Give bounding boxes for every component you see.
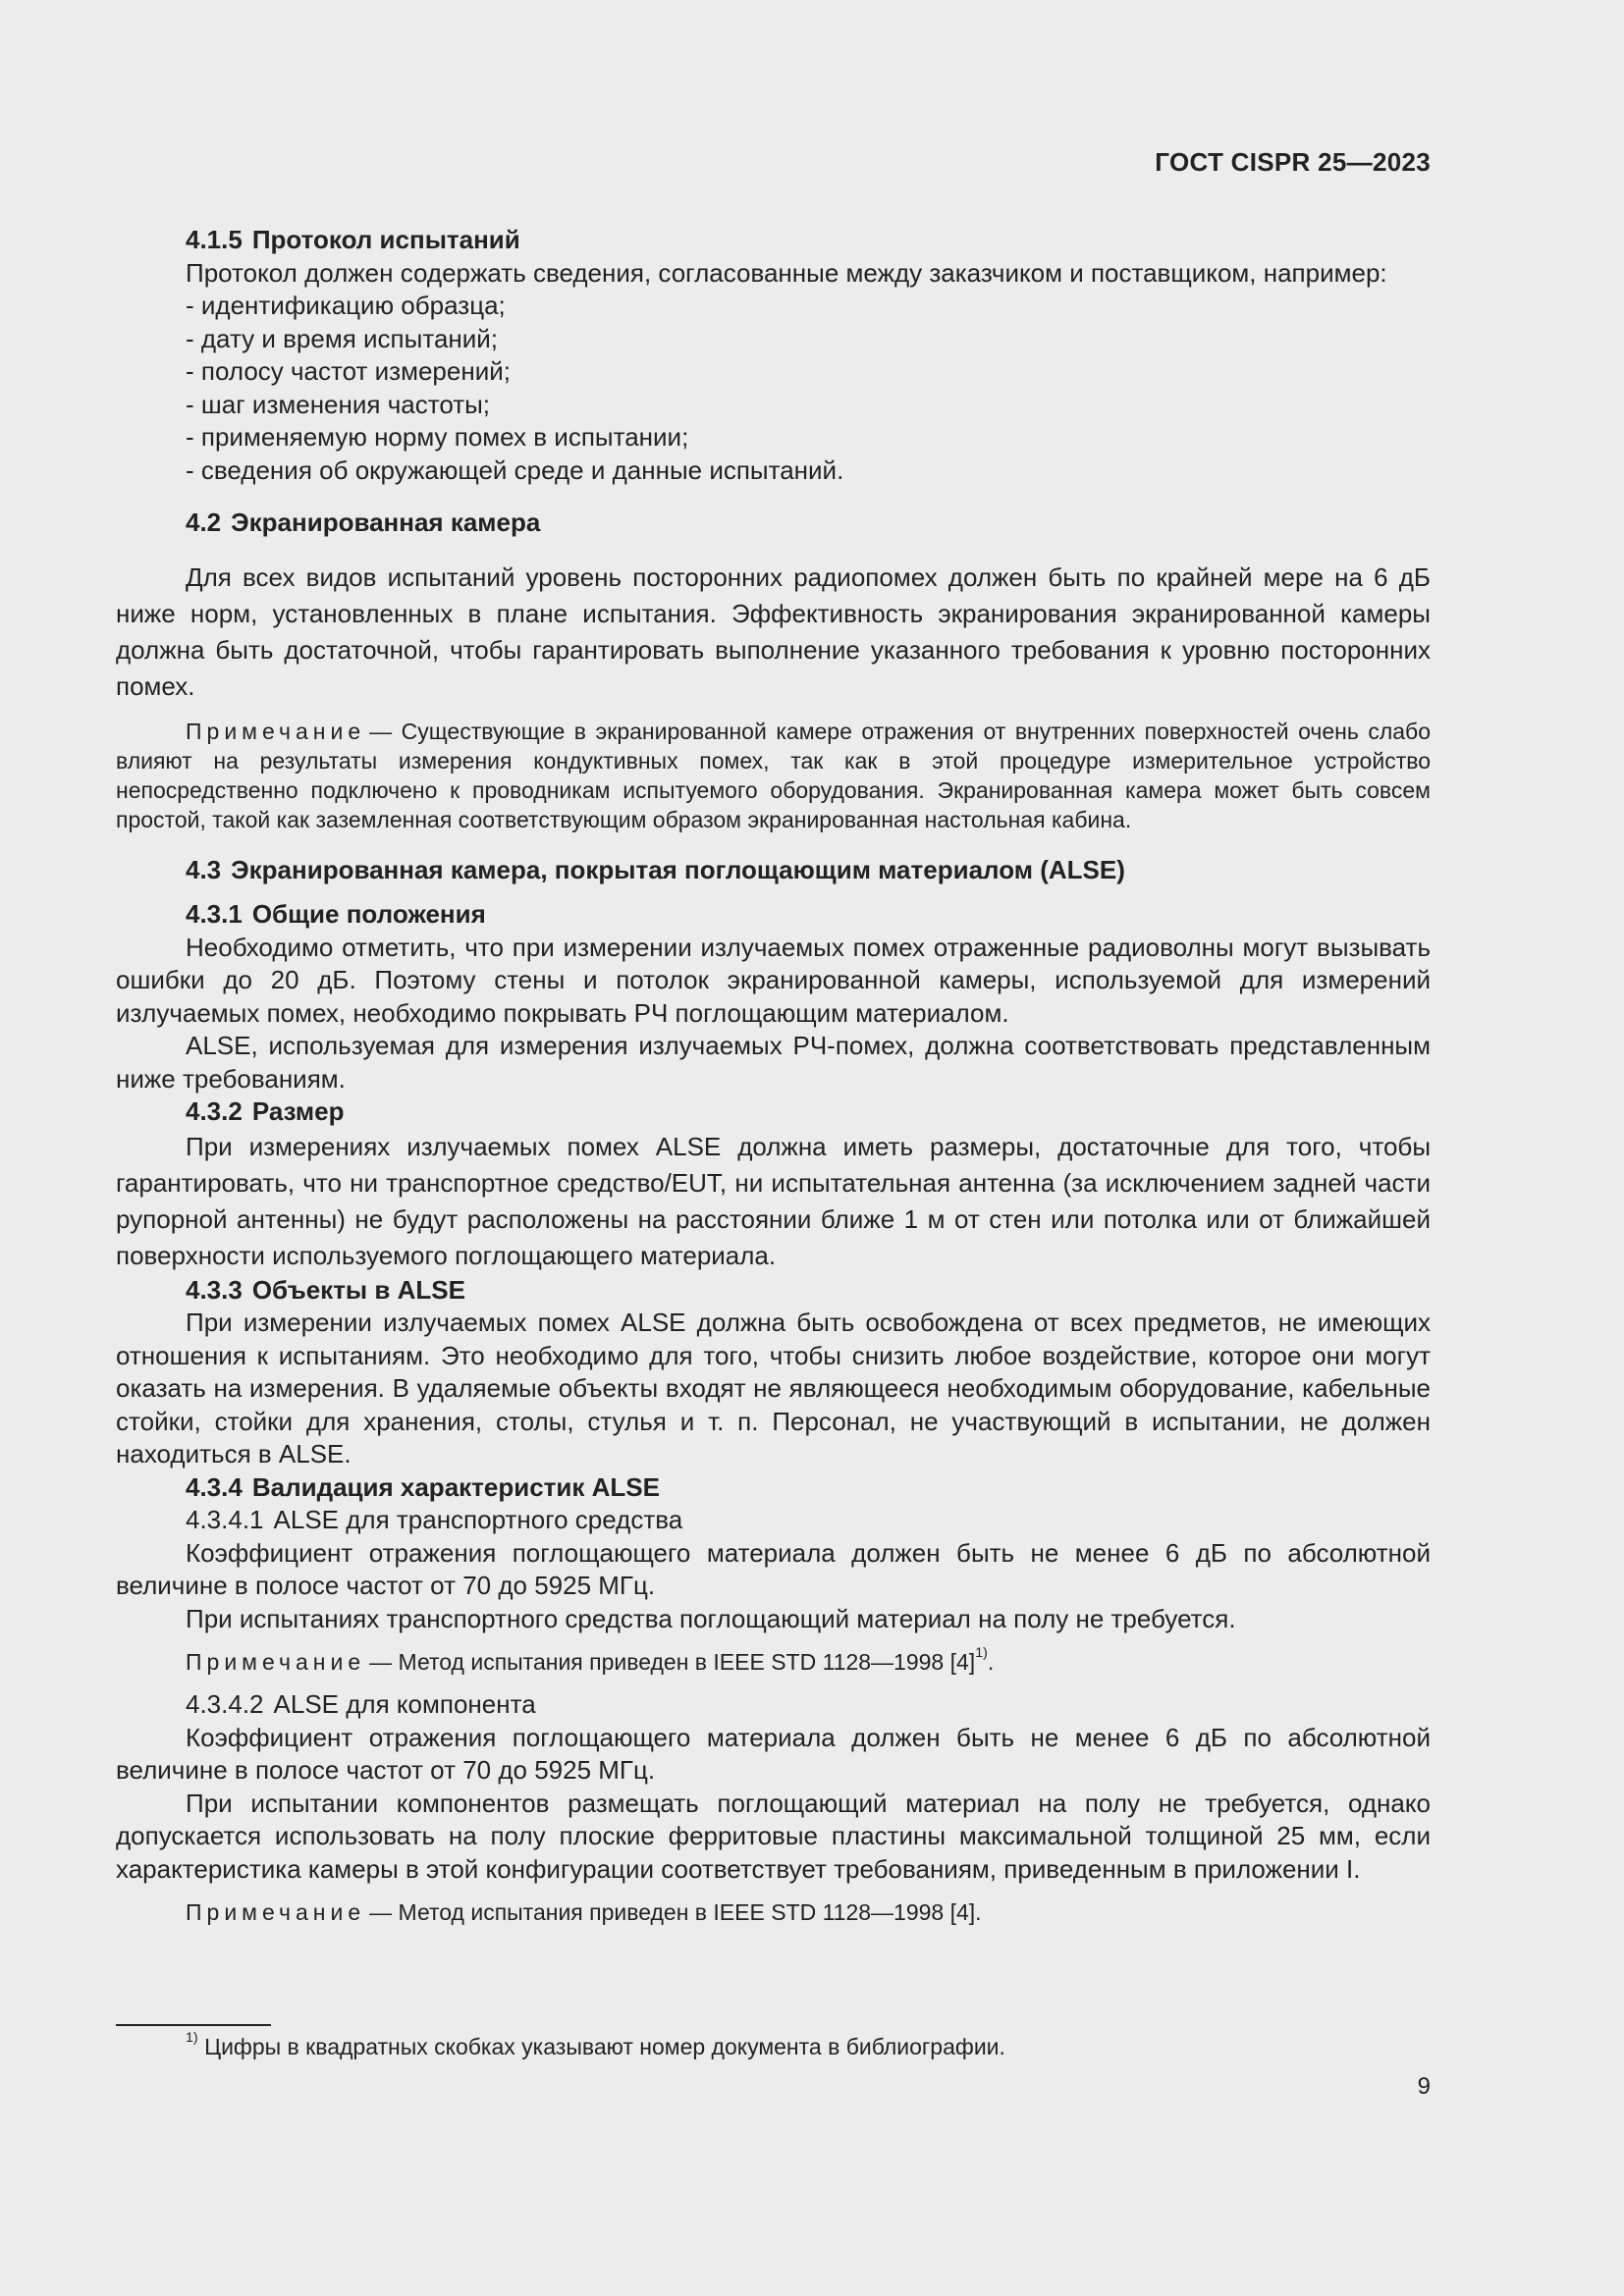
section-number: 4.3.4.2 [186,1689,264,1719]
list-item: - шаг изменения частоты; [186,389,1431,422]
list-item: - дату и время испытаний; [186,323,1431,356]
note [116,1897,1431,1927]
section-heading-4-3-4 [116,1471,1431,1505]
footnote-reference: 1) [975,1645,988,1662]
note-label: Примечание [186,1649,366,1675]
section-number: 4.2 [186,507,222,537]
page-number: 9 [1417,2073,1431,2100]
paragraph: При измерениях излучаемых помех ALSE должна иметь размеры, достаточные для того, чтобы гарантировать, что ни транспортное средство/EUT, ни испытательная антенна (за исключением задней части рупорной антенны) не будут расположены на расстоянии ближе 1 м от стен или потолка или от ближайшей поверхности используемого поглощающего материала. [116,1131,1431,1270]
section-number: 4.3.3 [186,1274,243,1305]
section-heading-4-3-3 [116,1274,1431,1308]
note-end: . [987,1649,995,1675]
note [116,717,1431,834]
section-title: Протокол испытаний [251,225,520,254]
section-heading-4-3-1 [116,898,1431,932]
list-item: - сведения об окружающей среде и данные испытаний. [186,454,1431,488]
section-number: 4.1.5 [186,225,243,254]
footnote [186,2032,1005,2061]
footnote-divider [116,2024,271,2026]
section-title: ALSE для компонента [273,1689,536,1719]
note-label: Примечание [186,718,366,744]
note [116,1647,1431,1677]
subsection-heading-4-3-4-2 [116,1688,1431,1722]
paragraph: При испытании компонентов размещать поглощающий материал на полу не требуется, однако допускается использовать на полу плоские ферритовые пластины максимальной толщиной 25 мм, если характеристика камеры в этой конфигурации соответствует требованиям, приведенным в приложении I. [116,1788,1431,1884]
section-number: 4.3.4 [186,1471,243,1502]
note-text: — Существующие в экранированной камере отражения от внутренних поверхностей очень слабо влияют на результаты измерения кондуктивных помех, так как в этой процедуре измерительное устройство непосредственно подключено к проводникам испытуемого оборудования. Экранированная камера может быть совсем простой, такой как заземленная соответствующим образом экранированная настольная кабина. [116,718,1431,832]
paragraph: Протокол должен содержать сведения, согласованные между заказчиком и поставщиком, например: [186,257,1387,288]
paragraph: При измерении излучаемых помех ALSE должна быть освобождена от всех предметов, не имеющих отношения к испытаниям. Это необходимо для того, чтобы снизить любое воздействие, которое они могут оказать на измерения. В удаляемые объекты входят не являющееся необходимым оборудование, кабельные стойки, стойки для хранения, столы, стулья и т. п. Персонал, не участвующий в испытании, не должен находиться в ALSE. [116,1308,1431,1468]
footnote-mark: 1) [186,2030,198,2047]
section-number: 4.3.2 [186,1096,243,1126]
note-label: Примечание [186,1899,366,1925]
footnote-text: Цифры в квадратных скобках указывают номер документа в библиографии. [204,2034,1005,2059]
section-heading-4-2 [116,507,1431,540]
list-item: - идентификацию образца; [186,290,1431,323]
bullet-list [116,290,1431,487]
list-item: - полосу частот измерений; [186,355,1431,389]
section-title: Объекты в ALSE [251,1274,465,1305]
paragraph: Коэффициент отражения поглощающего материала должен быть не менее 6 дБ по абсолютной величине в полосе частот от 70 до 5925 МГц. [116,1537,1431,1600]
section-number: 4.3 [186,854,222,884]
document-body [116,224,1431,1927]
paragraph: При испытаниях транспортного средства поглощающий материал на полу не требуется. [186,1603,1236,1633]
section-heading-4-3 [116,854,1431,887]
note-text: — Метод испытания приведен в IEEE STD 1128—1998 [4]. [369,1899,982,1925]
section-title: ALSE для транспортного средства [273,1505,683,1534]
paragraph: Коэффициент отражения поглощающего материала должен быть не менее 6 дБ по абсолютной величине в полосе частот от 70 до 5925 МГц. [116,1722,1431,1785]
section-title: Общие положения [251,899,486,929]
document-code: ГОСТ CISPR 25—2023 [1155,147,1431,177]
paragraph: Необходимо отметить, что при измерении излучаемых помех отраженные радиоволны могут вызывать ошибки до 20 дБ. Поэтому стены и потолок экранированной камеры, используемой для измерений излучаемых помех, необходимо покрывать РЧ поглощающим материалом. [116,932,1431,1028]
section-number: 4.3.1 [186,899,243,929]
subsection-heading-4-3-4-1 [116,1504,1431,1537]
paragraph: ALSE, используемая для измерения излучаемых РЧ-помех, должна соответствовать представленным ниже требованиям. [116,1031,1431,1094]
list-item: - применяемую норму помех в испытании; [186,421,1431,454]
section-heading-4-3-2 [116,1095,1431,1129]
section-title: Экранированная камера [231,507,541,537]
note-text: — Метод испытания приведен в IEEE STD 1128—1998 [4] [369,1649,976,1675]
paragraph: Для всех видов испытаний уровень посторонних радиопомех должен быть по крайней мере на 6 дБ ниже норм, установленных в плане испытания. Эффективность экранирования экранированной камеры должна быть достаточной, чтобы гарантировать выполнение указанного требования к уровню посторонних помех. [116,561,1431,701]
section-number: 4.3.4.1 [186,1505,264,1534]
section-heading-4-1-5 [116,224,1431,257]
section-title: Размер [251,1096,345,1126]
section-title: Валидация характеристик ALSE [251,1471,660,1502]
section-title: Экранированная камера, покрытая поглощающим материалом (ALSE) [231,854,1125,884]
